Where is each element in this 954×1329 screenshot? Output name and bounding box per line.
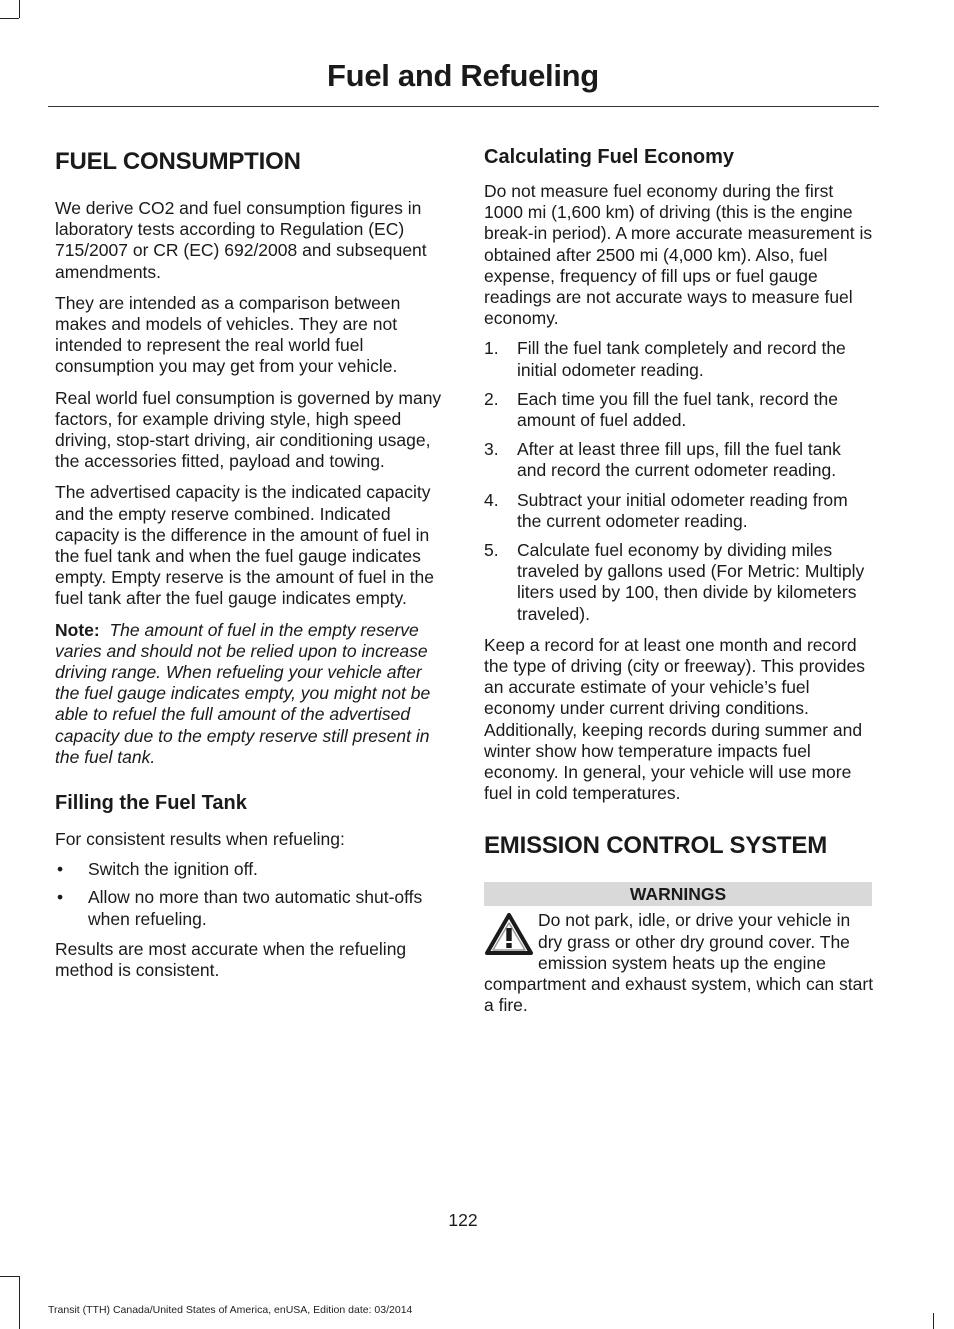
paragraph: Do not measure fuel economy during the first 1000 mi (1,600 km) of driving (this is the engine break-in period). A more accurate measurement is obtained after 2500 mi (4,000 km). Also, fuel expense, frequency of fill ups or fuel gauge readings are not accurate ways to measure fuel economy.: [484, 181, 873, 329]
step-text: Subtract your initial odometer reading from the current odometer reading.: [517, 489, 848, 531]
list-item: [484, 439, 874, 481]
step-number: 5.: [484, 540, 499, 561]
warning-triangle-icon: [484, 912, 534, 956]
list-item: [55, 887, 445, 929]
list-item: [484, 490, 874, 532]
right-column: [484, 140, 874, 1017]
crop-mark: [19, 0, 20, 18]
section-heading-fuel-consumption: FUEL CONSUMPTION: [55, 148, 301, 175]
crop-mark: [19, 1276, 20, 1329]
bullet-list: [55, 859, 445, 930]
left-column: [55, 140, 445, 981]
note-label: Note:: [55, 619, 100, 640]
section-heading-emission-control: EMISSION CONTROL SYSTEM: [484, 832, 827, 860]
crop-mark: [0, 1276, 19, 1277]
warning-text: Do not park, idle, or drive your vehicle in dry grass or other dry ground cover. The emission system heats up the engine compartment and exhaust system, which can start a fire.: [484, 910, 874, 1016]
paragraph: Real world fuel consumption is governed by many factors, for example driving style, high speed driving, stop-start driving, air conditioning usage, the accessories fitted, payload and towing.: [55, 387, 442, 472]
step-number: 1.: [484, 338, 499, 359]
paragraph: We derive CO2 and fuel consumption figures in laboratory tests according to Regulation (EC) 715/2007 or CR (EC) 692/2008 and subsequent amendments.: [55, 198, 427, 282]
crop-mark: [0, 18, 19, 19]
step-number: 2.: [484, 388, 499, 409]
subheading-calculating-fuel-economy: Calculating Fuel Economy: [484, 146, 735, 168]
list-item: [484, 540, 874, 625]
step-text: Each time you fill the fuel tank, record the amount of fuel added.: [517, 388, 838, 431]
paragraph: The advertised capacity is the indicated capacity and the empty reserve combined. Indicated capacity is the difference in the amount of fuel in the fuel tank and when the fuel gauge indicates empty. Empty reserve is the amount of fuel in the fuel tank after the fuel gauge indicates empty.: [55, 482, 435, 609]
subheading-filling-fuel-tank: Filling the Fuel Tank: [55, 792, 247, 815]
warning-block: [484, 910, 874, 1016]
paragraph: They are intended as a comparison between makes and models of vehicles. They are not intended to represent the real world fuel consumption you may get from your vehicle.: [55, 292, 401, 377]
paragraph: Keep a record for at least one month and record the type of driving (city or freeway). This provides an accurate estimate of your vehicle’s fuel economy under current driving conditions. Additionally, keeping records during summer and winter show how temperature impacts fuel economy. In general, your vehicle will use more fuel in cold temperatures.: [484, 634, 865, 804]
numbered-list: [484, 338, 874, 624]
list-item: [484, 389, 874, 431]
step-number: 4.: [484, 489, 499, 510]
footer-edition: Transit (TTH) Canada/United States of America, enUSA, Edition date: 03/2014: [48, 1304, 413, 1316]
list-item-text: Allow no more than two automatic shut-offs when refueling.: [88, 887, 423, 929]
header-divider: [48, 106, 879, 107]
step-text: Fill the fuel tank completely and record the initial odometer reading.: [517, 338, 846, 380]
step-text: Calculate fuel economy by dividing miles traveled by gallons used (For Metric: Multiply liters used by 100, then divide by kilometers traveled).: [517, 540, 865, 624]
note-text: The amount of fuel in the empty reserve varies and should not be relied upon to increase driving range. When refueling your vehicle after the fuel gauge indicates empty, you might not be able to refuel the full amount of the advertised capacity due to the empty reserve still present in the fuel tank.: [55, 619, 431, 767]
bullet-mark: •: [57, 859, 64, 880]
step-text: After at least three fill ups, fill the fuel tank and record the current odometer reading.: [517, 439, 841, 481]
page-number: 122: [448, 1210, 478, 1230]
page-title: Fuel and Refueling: [327, 58, 599, 93]
list-item: [55, 859, 445, 880]
paragraph: Results are most accurate when the refueling method is consistent.: [55, 938, 407, 981]
bullet-mark: •: [57, 887, 64, 908]
crop-mark: [933, 1313, 934, 1329]
paragraph: For consistent results when refueling:: [55, 829, 345, 850]
note: [55, 620, 445, 768]
list-item-text: Switch the ignition off.: [88, 859, 258, 880]
warnings-banner: WARNINGS: [484, 882, 872, 906]
step-number: 3.: [484, 439, 499, 460]
list-item: [484, 338, 874, 380]
